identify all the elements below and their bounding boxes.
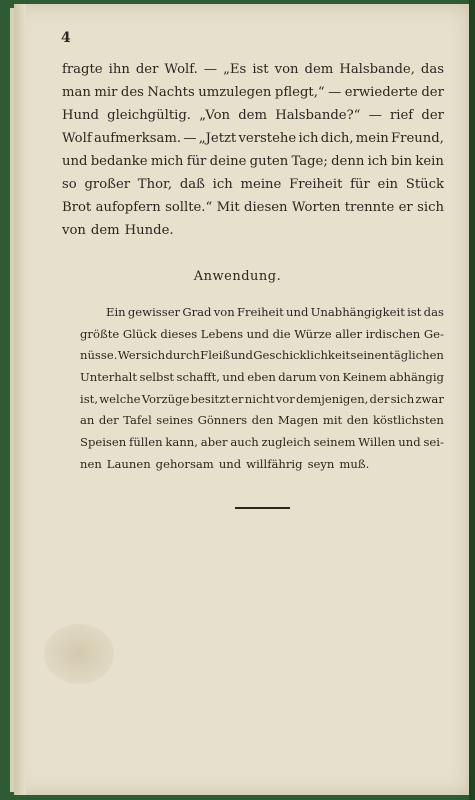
page-gutter: [14, 4, 26, 795]
text-line: ist, welche Vorzüge besitzt er nicht vor demjenigen, der sich zwar: [80, 391, 444, 406]
paper-stain: [44, 624, 114, 684]
text-line: Hund gleichgültig. „Von dem Halsbande?“ — rief der: [62, 108, 444, 123]
closing-rule: [235, 507, 290, 509]
text-line: Ein gewisser Grad von Freiheit und Unabhängigkeit ist das: [106, 305, 444, 319]
text-line: man mir des Nachts umzulegen pflegt,“ — erwiederte der: [62, 85, 444, 100]
text-line: so großer Thor, daß ich meine Freiheit für ein Stück: [62, 177, 444, 192]
fable-text: [62, 58, 444, 242]
text-line: Unterhalt selbst schafft, und eben darum von Keinem abhängig: [80, 370, 444, 385]
background-board-edge: [469, 0, 475, 800]
moral-text: [80, 302, 444, 476]
text-line: nüsse. Wer sich durch Fleiß und Geschicklichkeit seinen täglichen: [80, 348, 444, 363]
text-line: Speisen füllen kann, aber auch zugleich seinem Willen und sei-: [80, 435, 444, 450]
text-line: und bedanke mich für deine guten Tage; denn ich bin kein: [62, 154, 444, 169]
text-line: an der Tafel seines Gönners den Magen mit den köstlichsten: [80, 413, 444, 428]
text-line: Wolf aufmerksam. — „Jetzt verstehe ich dich, mein Freund,: [62, 131, 444, 146]
text-line: größte Glück dieses Lebens und die Würze aller irdischen Ge-: [80, 326, 444, 341]
page-number: 4: [61, 30, 71, 46]
text-line: nen Launen gehorsam und willfährig seyn muß.: [80, 456, 370, 471]
text-line: Brot aufopfern sollte.“ Mit diesen Worten trennte er sich: [62, 200, 444, 215]
section-heading: Anwendung.: [193, 269, 282, 284]
text-line: von dem Hunde.: [62, 223, 174, 238]
text-line: fragte ihn der Wolf. — „Es ist von dem Halsbande, das: [62, 62, 444, 77]
